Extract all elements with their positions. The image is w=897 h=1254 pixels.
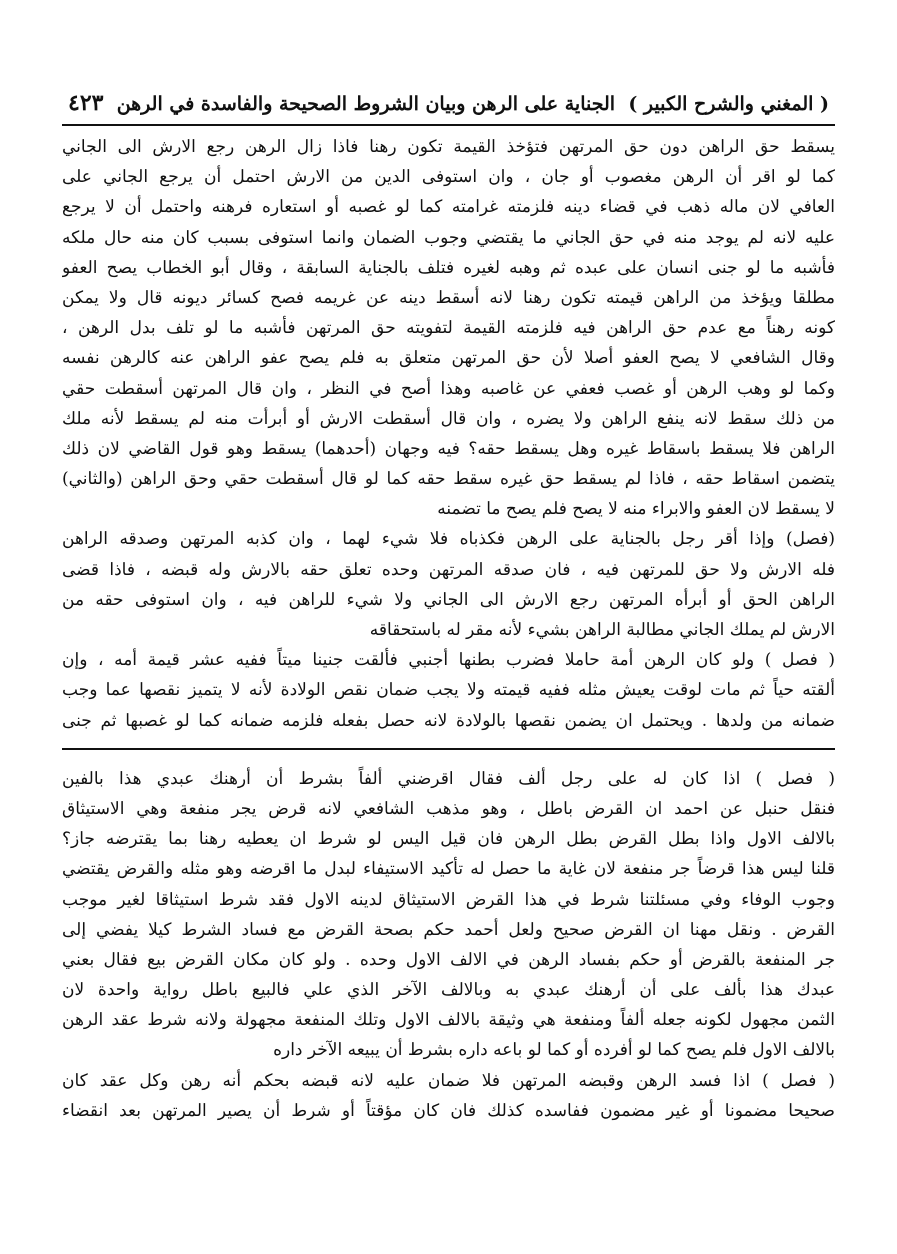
text-line: وكما لو وهب الرهن أو غصب فعفي عن غاصبه وهذا أصح في النظر ، وان قال المرتهن أسقطت حقي xyxy=(62,378,835,399)
lower-text-block xyxy=(62,764,835,1126)
text-line: بالالف الاول واذا بطل القرض بطل الرهن فان قيل اليس لو شرط ان يعطيه رهنا بما يقترضه جاز؟ xyxy=(62,829,835,850)
text-line: الثمن مجهول لكونه جعله ألفاً ومنفعة هي وثيقة بالالف الاول وتلك المنفعة مجهولة ولانه شرط عقد الرهن xyxy=(62,1010,835,1031)
text-line: وجوب الوفاء وفي مسئلتنا شرط في هذا القرض الاستيثاق لدينه الاول فقد شرط استيثاقا لغير موجب xyxy=(62,889,835,910)
text-line: صحيحا مضمونا أو غير مضمون ففاسده كذلك فان كان مؤقتاً أو شرط أن يصير المرتهن بعد انقضاء xyxy=(62,1100,835,1121)
text-line: ( فصل ) اذا كان له على رجل ألف فقال اقرضني ألفاً بشرط أن أرهنك عبدي هذا بالفين xyxy=(62,768,835,789)
text-line: (فصل) وإذا أقر رجل بالجناية على الرهن فكذباه فلا شيء لهما ، وان كذبه المرتهن وصدقه الراهن xyxy=(62,529,835,550)
text-line: ( فصل ) اذا فسد الرهن وقبضه المرتهن فلا ضمان عليه لانه قبضه بحكم أنه رهن وكل عقد كان xyxy=(62,1070,835,1091)
text-line: عبدك هذا بألف على أن أرهنك عبدي به وبالالف الآخر الذي علي فالبيع باطل رواية واحدة لان xyxy=(62,980,835,1001)
text-line: فأشبه ما لو جنى انسان على عبده ثم وهبه لغيره فتلف بالجناية السابقة ، وقال أبو الخطاب يصح العفو xyxy=(62,257,835,278)
text-line: لا يسقط لان العفو والابراء منه لا يصح فلم يصح ما تضمنه xyxy=(437,499,835,520)
upper-text-block xyxy=(62,132,835,736)
running-header xyxy=(62,88,835,122)
text-line: فنقل حنبل عن احمد ان القرض باطل ، وهو مذهب الشافعي لانه قرض يجر منفعة وهي الاستيثاق xyxy=(62,798,835,819)
text-line: ضمانه من ولدها . ويحتمل ان يضمن نقصها بالولادة لانه حصل بفعله فلزمه ضمانه كما لو غصبها ثم جنى xyxy=(62,710,835,731)
text-line: يسقط حق الراهن دون حق المرتهن فتؤخذ القيمة تكون رهنا فاذا زال الرهن رجع الارش الى الجاني xyxy=(62,137,835,157)
text-line: مطلقا ويؤخذ من الراهن قيمته تكون رهنا لانه أسقط دينه عن غريمه فصح كسائر ديونه قال ولا يمكن xyxy=(62,287,835,308)
text-line: وقال الشافعي لا يصح العفو أصلا لأن حق المرتهن متعلق به فلم يصح عفو الراهن عنه كالرهن نفسه xyxy=(62,348,835,369)
header-rule xyxy=(62,124,835,126)
page-number: ٤٢٣ xyxy=(68,90,104,116)
text-line: بالالف الاول فلم يصح كما لو أفرده أو كما لو باعه داره بشرط أن يبيعه الآخر داره xyxy=(273,1040,835,1061)
text-line: عليه لانه لم يوجد منه في حق الجاني ما يقتضي وجوب الضمان وانما استوفى بسبب كان منه حال ملكه xyxy=(62,227,835,248)
text-line: يتضمن اسقاط حقه ، فاذا لم يسقط حق غيره سقط حقه كما لو قال أسقطت حقي وحق الراهن (والثاني) xyxy=(62,469,835,490)
text-line: الراهن الحق أو أبرأه المرتهن رجع الارش الى الجاني ولا شيء للراهن فيه ، وان استوفى حقه من xyxy=(62,589,835,610)
text-line: القرض . ونقل مهنا ان القرض صحيح ولعل أحمد حكم بصحة القرض مع فساد الشرط كيلا يفضي إلى xyxy=(62,919,835,940)
text-line: ألقته حياً ثم مات لوقت يعيش مثله ففيه قيمته ولا يجب ضمان نقص الولادة لأنه لا يتميز نقصها عما وجب xyxy=(62,680,835,701)
text-line: كونه رهناً مع عدم حق الراهن فيه فلزمته القيمة لتفويته حق المرتهن فأشبه ما لو تلف بدل الرهن ، xyxy=(62,318,835,339)
chapter-title: الجناية على الرهن وبيان الشروط الصحيحة والفاسدة في الرهن xyxy=(116,93,616,115)
text-line: جر المنفعة بالقرض أو حكم بفساد الرهن في الالف الاول وحده . ولو كان مكان القرض بيع فقال بعني xyxy=(62,949,835,970)
text-line: من ذلك سقط لانه ينفع الراهن ولا يضره ، وان قال أسقطت الارش أو أبرأت منه لم يسقط لأنه ملك xyxy=(62,408,835,429)
book-title: ( المغني والشرح الكبير ) xyxy=(628,93,829,115)
text-line: ( فصل ) ولو كان الرهن أمة حاملا فضرب بطنها أجنبي فألقت جنينا ميتاً ففيه عشر قيمة أمه ، وإن xyxy=(62,650,835,671)
section-rule xyxy=(62,748,835,750)
text-line: الراهن فلا يسقط باسقاط غيره وهل يسقط حقه؟ فيه وجهان (أحدهما) يسقط وهو قول القاضي لان ذلك xyxy=(62,438,835,459)
text-line: الارش لم يملك الجاني مطالبة الراهن بشيء لأنه مقر له باستحقاقه xyxy=(369,620,835,640)
text-line: فله الارش ولا حق للمرتهن فيه ، فان صدقه المرتهن وحده تعلق حقه بالارش وله قبضه ، فاذا قضى xyxy=(62,559,835,580)
text-line: قلنا ليس هذا قرضاً جر منفعة لان غاية ما حصل له تأكيد الاستيفاء لبدل ما اقرضه وهو مثله والقرض يقتضي xyxy=(62,859,835,880)
text-line: العافي لان ماله ذهب في قضاء دينه فلزمته غرامته كما لو غصبه أو استعاره فرهنه واحتمل أن لا يرجع xyxy=(62,197,835,218)
text-line: كما لو اقر أن الرهن مغصوب أو جان ، وان استوفى الدين من الارش احتمل أن يرجع الجاني على xyxy=(62,167,835,188)
